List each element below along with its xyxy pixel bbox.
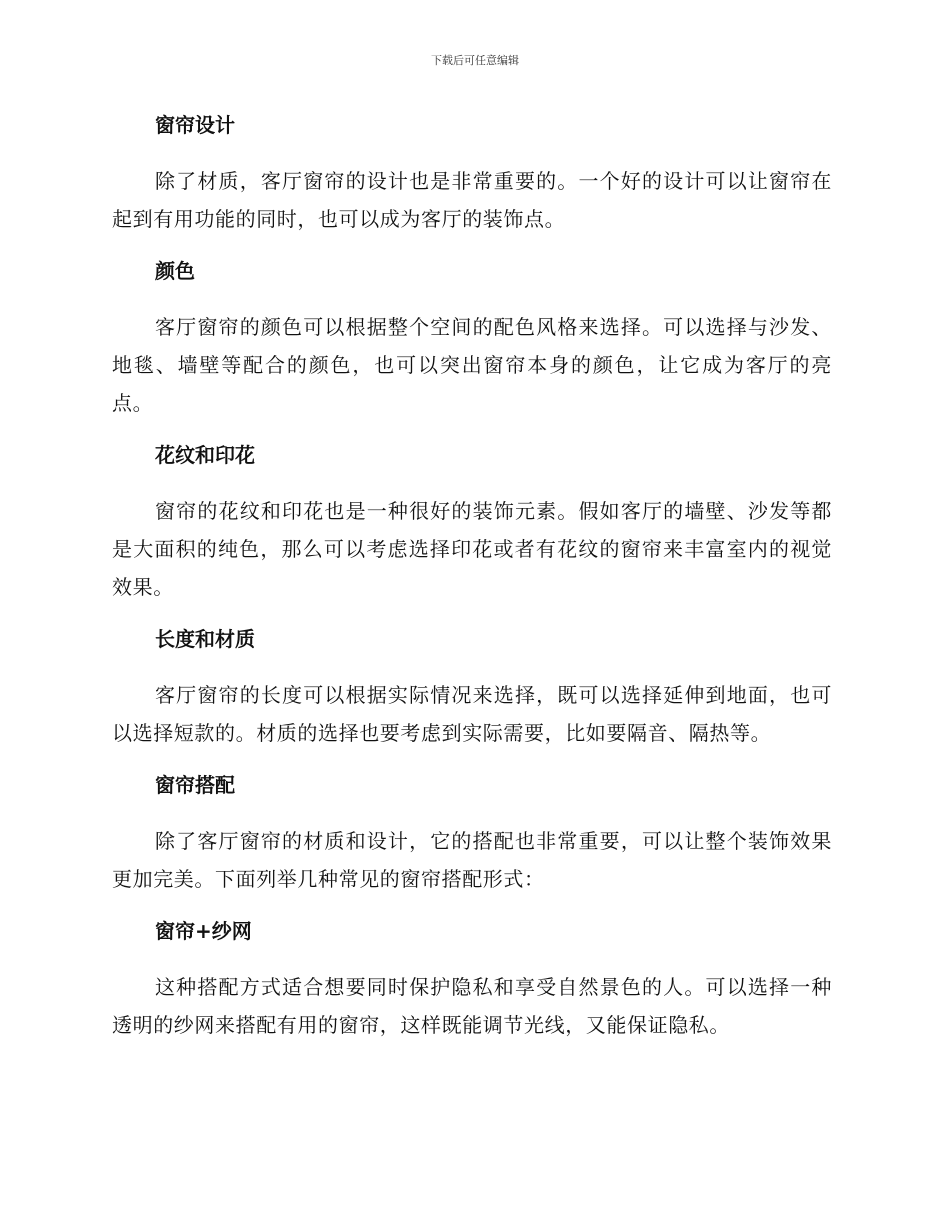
section-title: 窗帘+纱网 [155,919,252,943]
section-paragraph: 除了客厅窗帘的材质和设计，它的搭配也非常重要，可以让整个装饰效果更加完美。下面列举几种常见的窗帘搭配形式： [112,829,832,891]
section-title: 颜色 [155,259,195,283]
section-curtain-gauze [112,914,832,1044]
section-curtain-matching [112,768,832,898]
section-title: 窗帘搭配 [155,773,235,797]
page-header: 下载后可任意编辑 [431,54,519,67]
section-pattern-print [112,438,832,606]
section-paragraph: 客厅窗帘的颜色可以根据整个空间的配色风格来选择。可以选择与沙发、地毯、墙壁等配合的颜色，也可以突出窗帘本身的颜色，让它成为客厅的亮点。 [112,315,832,415]
section-title: 长度和材质 [155,627,255,651]
section-paragraph: 这种搭配方式适合想要同时保护隐私和享受自然景色的人。可以选择一种透明的纱网来搭配有用的窗帘，这样既能调节光线，又能保证隐私。 [112,975,832,1037]
document-body [112,108,832,1060]
section-paragraph: 窗帘的花纹和印花也是一种很好的装饰元素。假如客厅的墙壁、沙发等都是大面积的纯色，那么可以考虑选择印花或者有花纹的窗帘来丰富室内的视觉效果。 [112,499,832,599]
section-title: 花纹和印花 [155,443,255,467]
section-color [112,254,832,422]
section-paragraph: 客厅窗帘的长度可以根据实际情况来选择，既可以选择延伸到地面，也可以选择短款的。材质的选择也要考虑到实际需要，比如要隔音、隔热等。 [112,683,832,745]
section-paragraph: 除了材质，客厅窗帘的设计也是非常重要的。一个好的设计可以让窗帘在起到有用功能的同时，也可以成为客厅的装饰点。 [112,169,832,231]
section-title: 窗帘设计 [155,113,235,137]
section-curtain-design [112,108,832,238]
section-length-material [112,622,832,752]
